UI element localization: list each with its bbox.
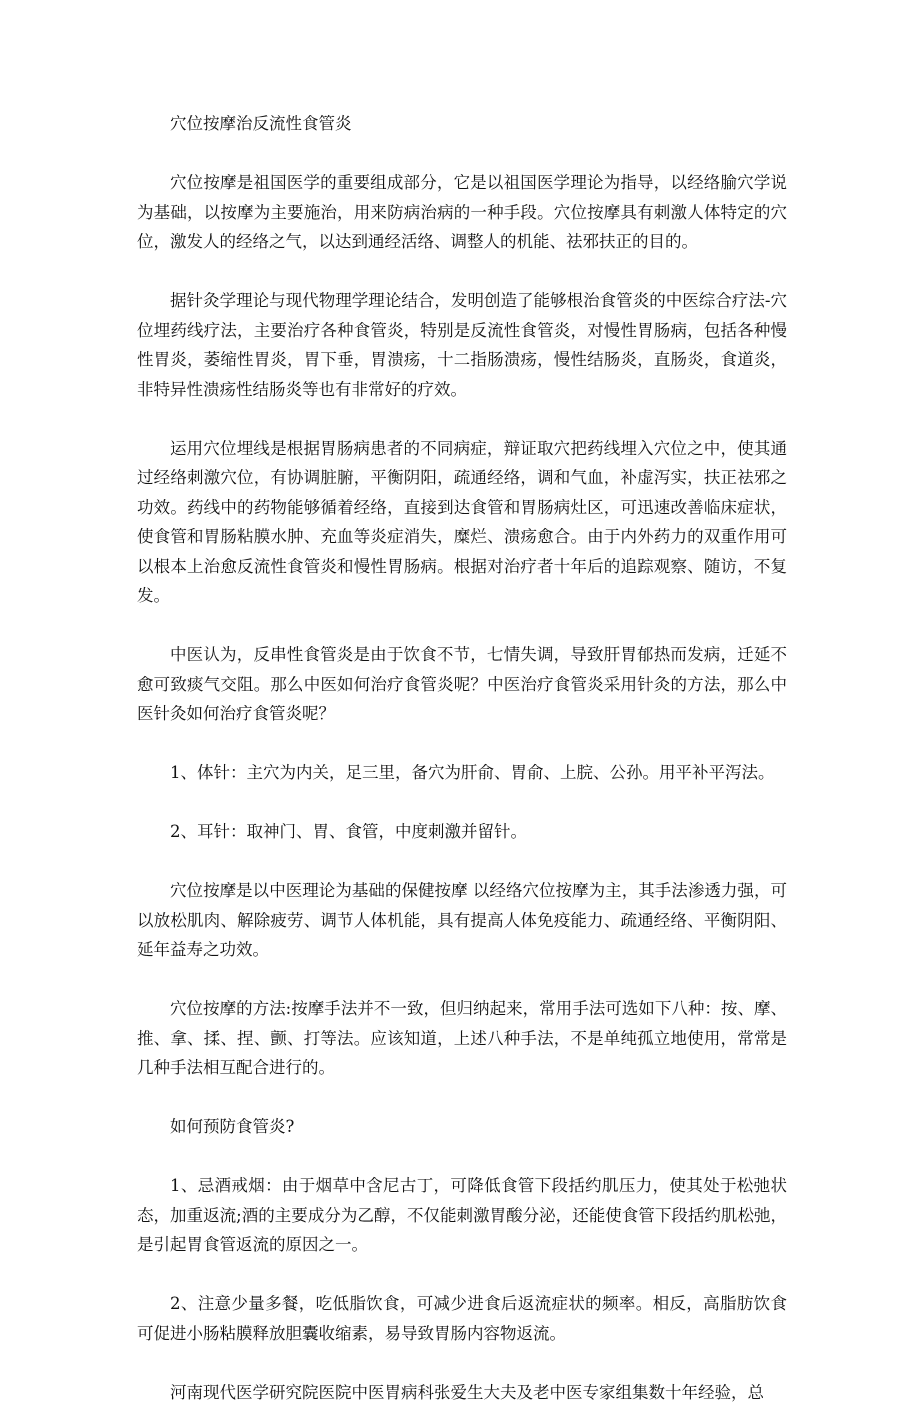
paragraph-small-meals: 2、注意少量多餐，吃低脂饮食，可减少进食后返流症状的频率。相反，高脂肪饮食可促进小肠粘膜释放胆囊收缩素，易导致胃肠内容物返流。 [137,1289,787,1348]
paragraph-massage-methods: 穴位按摩的方法:按摩手法并不一致，但归纳起来，常用手法可选如下八种：按、摩、推、拿、揉、捏、颤、打等法。应该知道，上述八种手法，不是单纯孤立地使用，常常是几种手法相互配合进行的。 [137,994,787,1083]
section-heading-prevention: 如何预防食管炎? [137,1112,787,1142]
paragraph-therapy: 据针灸学理论与现代物理学理论结合，发明创造了能够根治食管炎的中医综合疗法-穴位埋药线疗法，主要治疗各种食管炎，特别是反流性食管炎，对慢性胃肠病，包括各种慢性胃炎，萎缩性胃炎，胃下垂，胃溃疡，十二指肠溃疡，慢性结肠炎，直肠炎，食道炎，非特异性溃疡性结肠炎等也有非常好的疗效。 [137,286,787,404]
document-body [137,109,787,1407]
paragraph-embedding: 运用穴位埋线是根据胃肠病患者的不同病症，辩证取穴把药线埋入穴位之中，使其通过经络刺激穴位，有协调脏腑，平衡阴阳，疏通经络，调和气血，补虚泻实，扶正祛邪之功效。药线中的药物能够循着经络，直接到达食管和胃肠病灶区，可迅速改善临床症状，使食管和胃肠粘膜水肿、充血等炎症消失，糜烂、溃疡愈合。由于内外药力的双重作用可以根本上治愈反流性食管炎和慢性胃肠病。根据对治疗者十年后的追踪观察、随访，不复发。 [137,434,787,611]
document-title: 穴位按摩治反流性食管炎 [137,109,787,139]
paragraph-quit-smoking: 1、忌酒戒烟：由于烟草中含尼古丁，可降低食管下段括约肌压力，使其处于松弛状态，加重返流;酒的主要成分为乙醇，不仅能刺激胃酸分泌，还能使食管下段括约肌松弛，是引起胃食管返流的原因之一。 [137,1171,787,1260]
paragraph-intro: 穴位按摩是祖国医学的重要组成部分，它是以祖国医学理论为指导，以经络腧穴学说为基础，以按摩为主要施治，用来防病治病的一种手段。穴位按摩具有刺激人体特定的穴位，激发人的经络之气，以达到通经活络、调整人的机能、祛邪扶正的目的。 [137,168,787,257]
paragraph-body-acupuncture: 1、体针：主穴为内关，足三里，备穴为肝俞、胃俞、上脘、公孙。用平补平泻法。 [137,758,787,788]
paragraph-massage-basis: 穴位按摩是以中医理论为基础的保健按摩 以经络穴位按摩为主，其手法渗透力强，可以放松肌肉、解除疲劳、调节人体机能，具有提高人体免疫能力、疏通经络、平衡阴阳、延年益寿之功效。 [137,876,787,965]
paragraph-tcm-view: 中医认为，反串性食管炎是由于饮食不节，七情失调，导致肝胃郁热而发病，迁延不愈可致痰气交阻。那么中医如何治疗食管炎呢？中医治疗食管炎采用针灸的方法，那么中医针灸如何治疗食管炎呢？ [137,640,787,729]
paragraph-hospital: 河南现代医学研究院医院中医胃病科张爱生大夫及老中医专家组集数十年经验，总 [137,1378,787,1407]
paragraph-ear-acupuncture: 2、耳针：取神门、胃、食管，中度刺激并留针。 [137,817,787,847]
